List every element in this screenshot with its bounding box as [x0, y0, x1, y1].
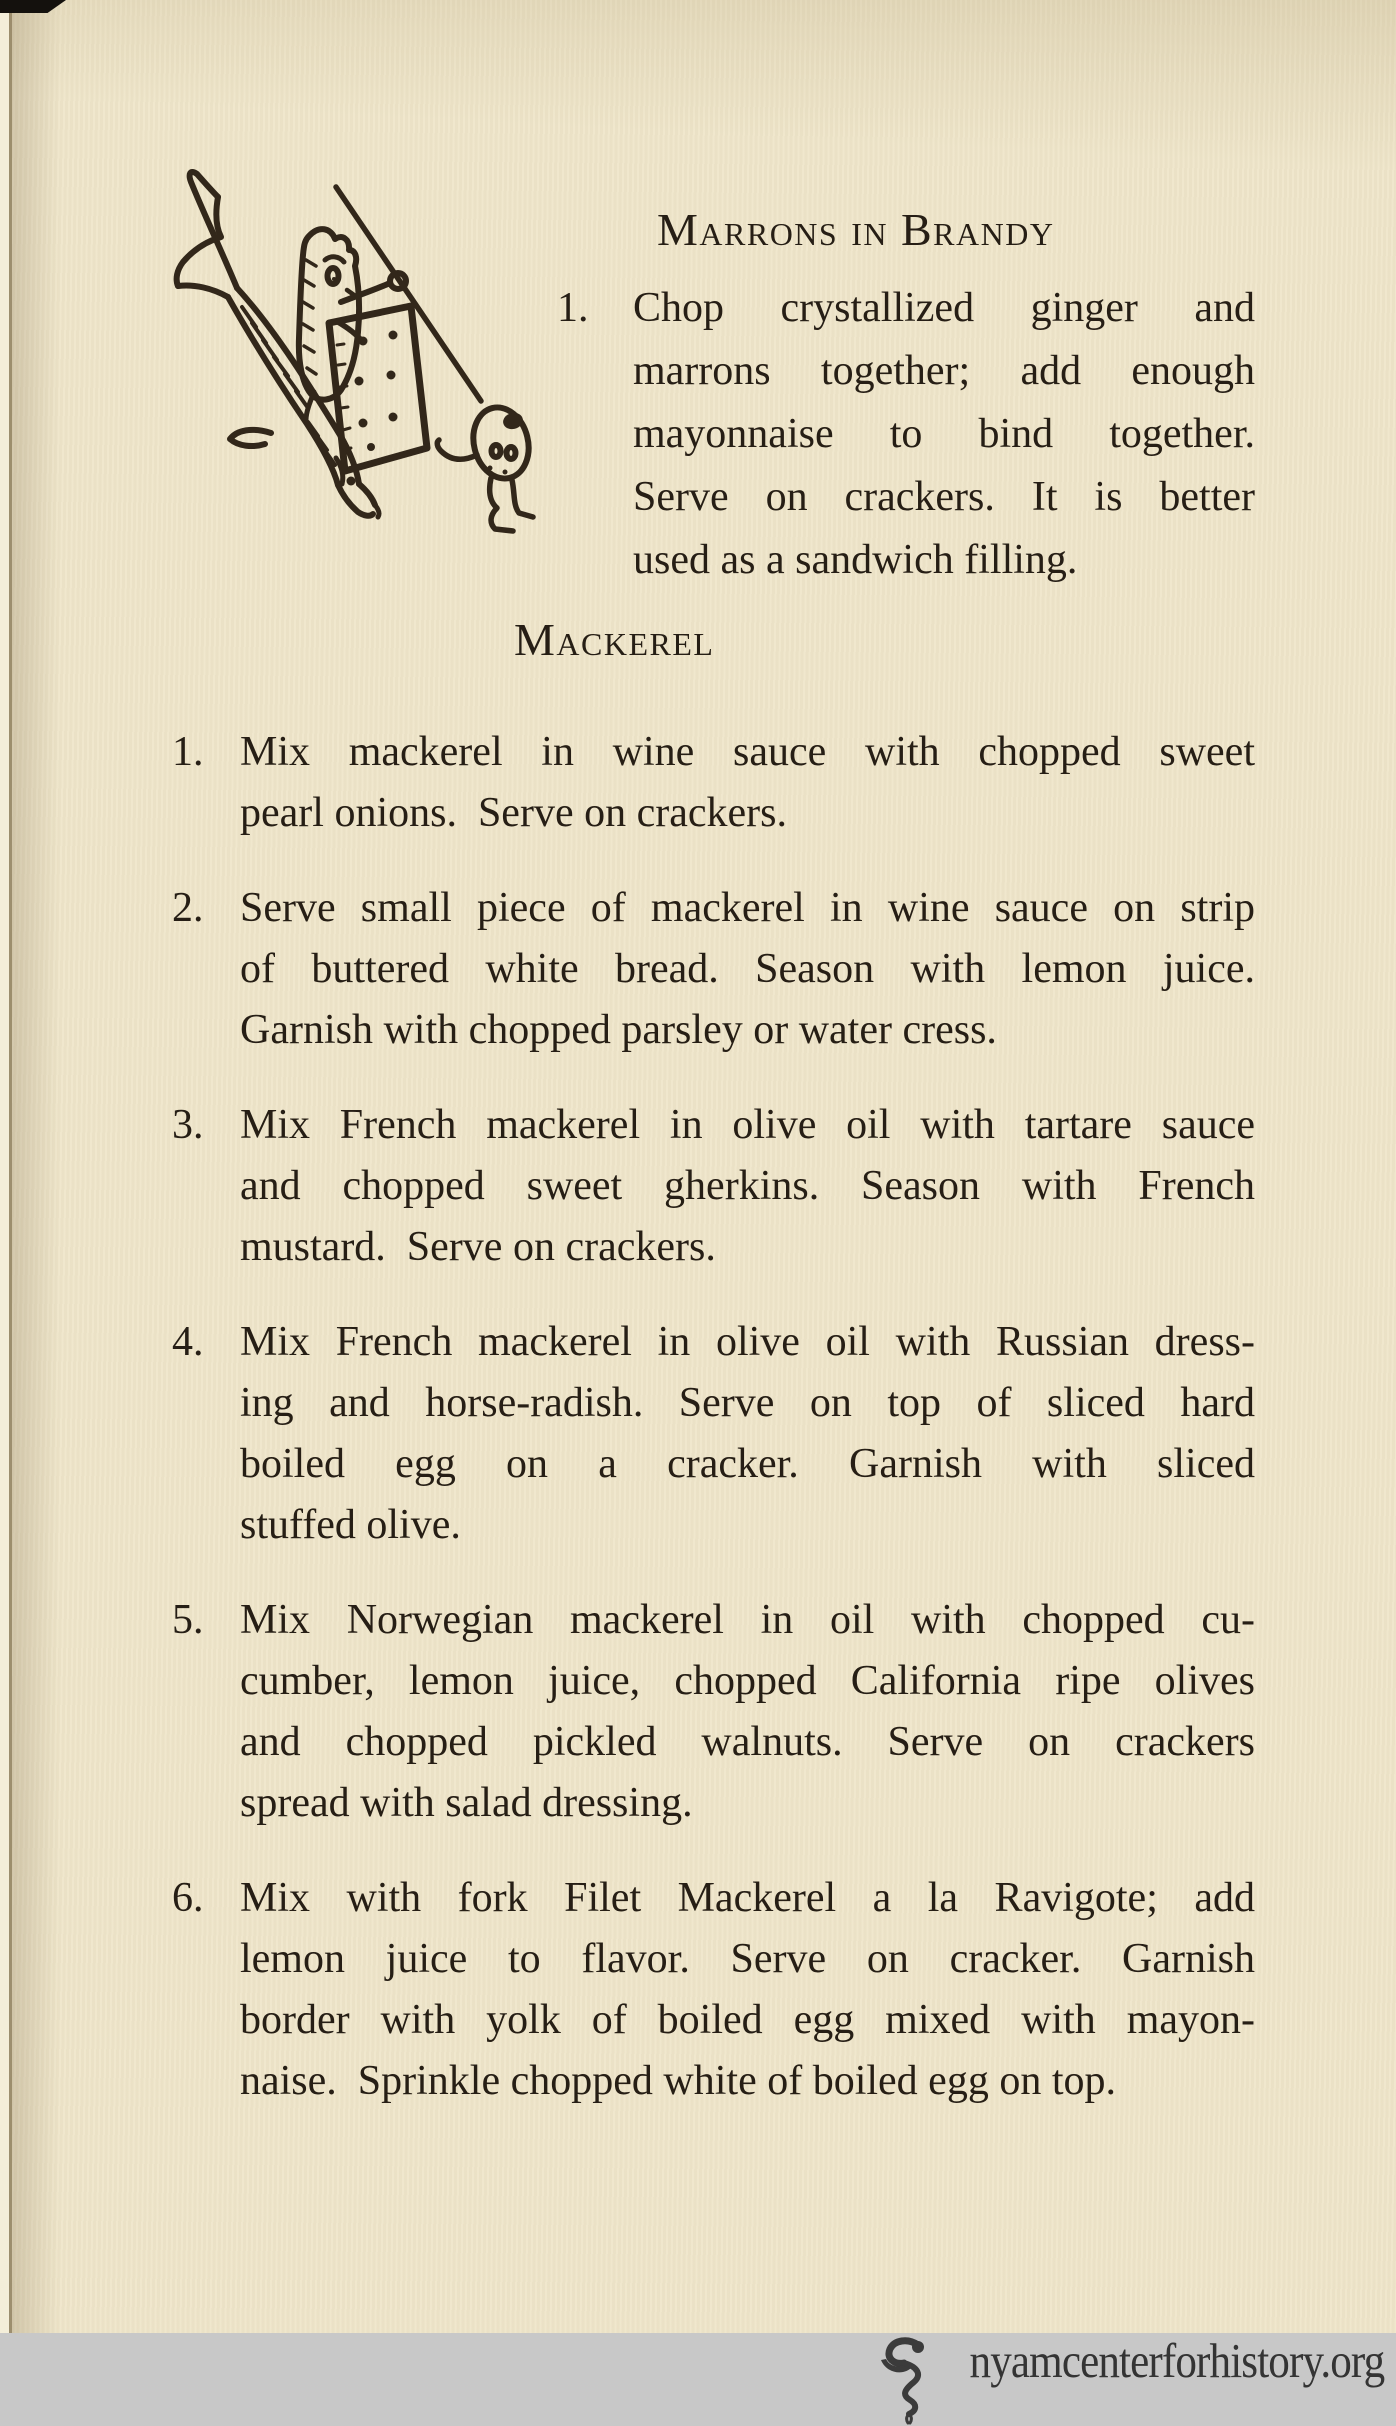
recipe-item-mackerel-3	[172, 1095, 1255, 1278]
recipe-line: border with yolk of boiled egg mixed with mayon-	[240, 1997, 1255, 2043]
recipe-line: Chop crystallized ginger and	[633, 285, 1255, 331]
recipe-line: Serve on crackers. It is better	[633, 474, 1255, 520]
recipe-item-mackerel-2	[172, 878, 1255, 1061]
page-edge-strip	[0, 0, 9, 2426]
recipe-line: Mix Norwegian mackerel in oil with chopped cu-	[240, 1597, 1255, 1643]
item-text	[240, 878, 1255, 1061]
recipe-line: Mix with fork Filet Mackerel a la Ravigote; add	[240, 1875, 1255, 1921]
fish-rider-illustration	[100, 140, 550, 570]
recipe-line: spread with salad dressing.	[240, 1780, 693, 1826]
marrons-heading: Marrons in Brandy	[657, 204, 1055, 255]
item-number: 6.	[172, 1875, 204, 1921]
recipe-line: of buttered white bread. Season with lemon juice.	[240, 946, 1255, 992]
recipe-line: Mix mackerel in wine sauce with chopped sweet	[240, 729, 1255, 775]
item-number: 5.	[172, 1597, 204, 1643]
serpent-bowl-icon	[878, 2337, 934, 2425]
recipe-line: ing and horse-radish. Serve on top of sliced hard	[240, 1380, 1255, 1426]
item-number: 3.	[172, 1102, 204, 1148]
recipe-line: Mix French mackerel in olive oil with Russian dress-	[240, 1319, 1255, 1365]
mackerel-heading: Mackerel	[514, 614, 715, 665]
item-text	[240, 1095, 1255, 1278]
recipe-line: naise. Sprinkle chopped white of boiled egg on top.	[240, 2058, 1116, 2104]
recipe-line: and chopped pickled walnuts. Serve on crackers	[240, 1719, 1255, 1765]
item-text	[633, 277, 1255, 592]
recipe-line: lemon juice to flavor. Serve on cracker. Garnish	[240, 1936, 1255, 1982]
item-number: 2.	[172, 885, 204, 931]
recipe-line: mayonnaise to bind together.	[633, 411, 1255, 457]
recipe-line: Serve small piece of mackerel in wine sauce on strip	[240, 885, 1255, 931]
recipe-item-mackerel-6	[172, 1868, 1255, 2112]
item-number: 1.	[172, 729, 204, 775]
item-number: 4.	[172, 1319, 204, 1365]
fish-rider-illustration-svg	[100, 140, 550, 570]
recipe-line: Garnish with chopped parsley or water cress.	[240, 1007, 997, 1053]
watermark-text: nyamcenterforhistory.org	[969, 2333, 1384, 2388]
item-text	[240, 1590, 1255, 1834]
recipe-line: pearl onions. Serve on crackers.	[240, 790, 787, 836]
recipe-line: Mix French mackerel in olive oil with tartare sauce	[240, 1102, 1255, 1148]
section-mackerel	[172, 722, 1255, 2146]
item-text	[240, 1312, 1255, 1556]
item-number: 1.	[557, 285, 589, 331]
recipe-item-mackerel-4	[172, 1312, 1255, 1556]
recipe-item-marrons-1	[557, 277, 1255, 592]
item-text	[240, 722, 1255, 844]
recipe-line: boiled egg on a cracker. Garnish with sliced	[240, 1441, 1255, 1487]
recipe-line: used as a sandwich filling.	[633, 537, 1078, 583]
watermark-bar	[0, 2333, 1396, 2426]
recipe-line: cumber, lemon juice, chopped California ripe olives	[240, 1658, 1255, 1704]
recipe-line: mustard. Serve on crackers.	[240, 1224, 716, 1270]
item-text	[240, 1868, 1255, 2112]
recipe-line: stuffed olive.	[240, 1502, 461, 1548]
recipe-item-mackerel-1	[172, 722, 1255, 844]
page-fold-shadow	[12, 0, 60, 2426]
recipe-line: marrons together; add enough	[633, 348, 1255, 394]
recipe-line: and chopped sweet gherkins. Season with French	[240, 1163, 1255, 1209]
recipe-item-mackerel-5	[172, 1590, 1255, 1834]
